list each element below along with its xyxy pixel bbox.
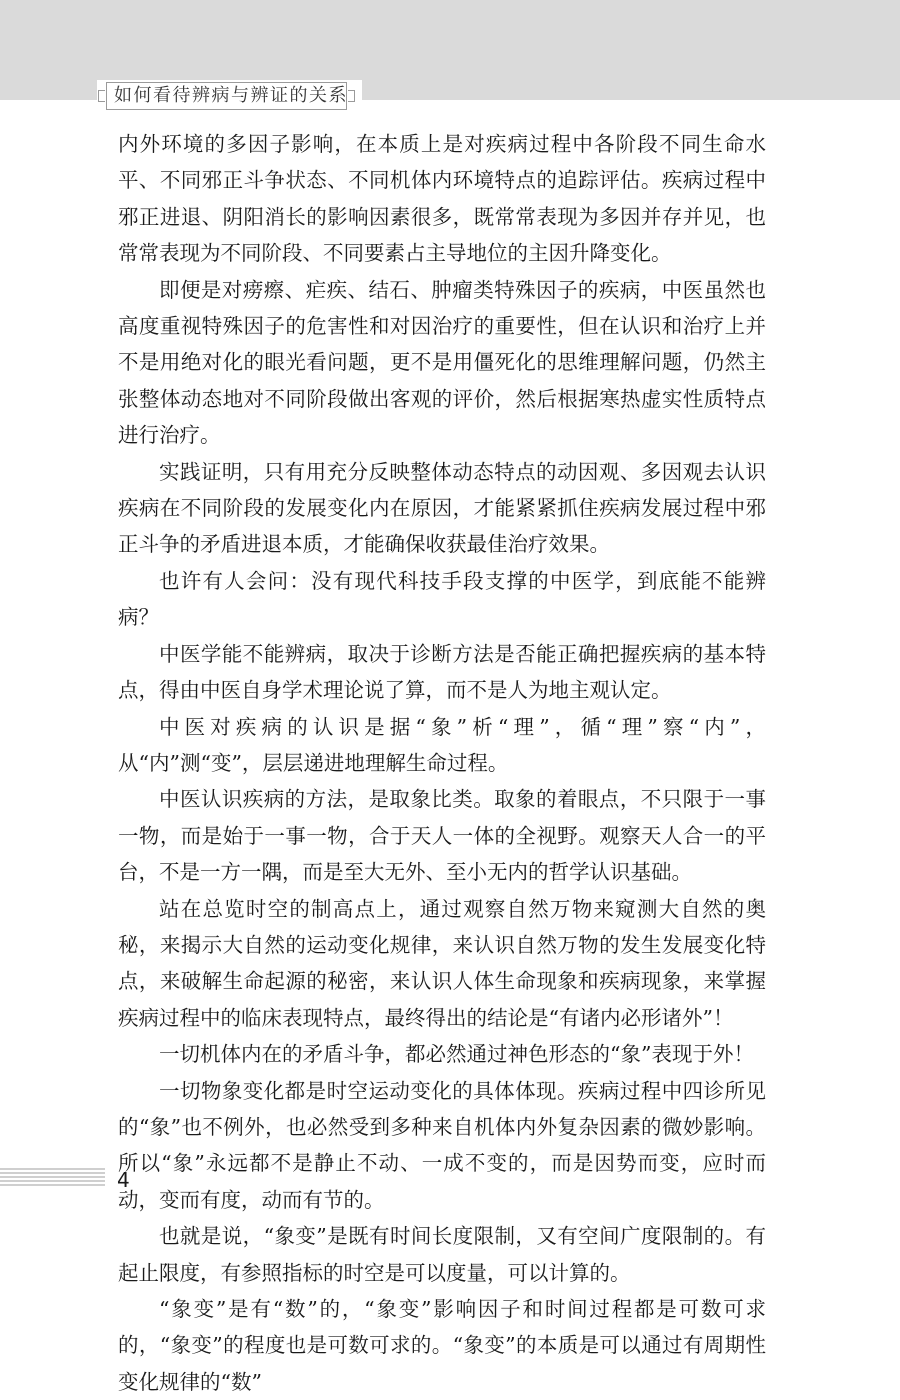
paragraph: 站在总览时空的制高点上，通过观察自然万物来窥测大自然的奥秘，来揭示大自然的运动变化规律，来认识自然万物的发生发展变化特点，来破解生命起源的秘密，来认识人体生命现象和疾病现象，来掌握疾病过程中的临床表现特点，最终得出的结论是“有诸内必形诸外”！ (118, 896, 766, 1030)
paragraph: 中医认识疾病的方法，是取象比类。取象的着眼点，不只限于一事一物，而是始于一事一物，合于天人一体的全视野。观察天人合一的平台，不是一方一隅，而是至大无外、至小无内的哲学认识基础。 (118, 787, 766, 885)
footer-line (0, 1184, 105, 1186)
paragraph: 一切机体内在的矛盾斗争，都必然通过神色形态的“象”表现于外！ (159, 1042, 754, 1067)
paragraph: 即便是对痨瘵、疟疾、结石、肿瘤类特殊因子的疾病，中医虽然也高度重视特殊因子的危害性和对因治疗的重要性，但在认识和治疗上并不是用绝对化的眼光看问题，更不是用僵死化的思维理解问题，仍然主张整体动态地对不同阶段做出客观的评价，然后根据寒热虚实性质特点进行治疗。 (118, 277, 766, 448)
footer-decoration (0, 1168, 105, 1190)
footer-line (0, 1180, 105, 1182)
running-header-title: 如何看待辨病与辨证的关系 (114, 85, 348, 106)
paragraph: 实践证明，只有用充分反映整体动态特点的动因观、多因观去认识疾病在不同阶段的发展变化内在原因，才能紧紧抓住疾病发展过程中邪正斗争的矛盾进退本质，才能确保收获最佳治疗效果。 (118, 459, 766, 557)
footer-line (0, 1172, 105, 1174)
paragraph: “象变”是有“数”的，“象变”影响因子和时间过程都是可数可求的，“象变”的程度也是可数可求的。“象变”的本质是可以通过有周期性变化规律的“数” (118, 1297, 766, 1394)
paragraph: 也许有人会问：没有现代科技手段支撑的中医学，到底能不能辨病？ (118, 568, 766, 630)
footer-line (0, 1176, 105, 1178)
paragraph: 一切物象变化都是时空运动变化的具体体现。疾病过程中四诊所见的“象”也不例外，也必然受到多种来自机体内外复杂因素的微妙影响。所以“象”永远都不是静止不动、一成不变的，而是因势而变，应时而动，变而有度，动而有节的。 (118, 1078, 766, 1212)
paragraph: 中医对疾病的认识是据“象”析“理”，循“理”察“内”，从“内”测“变”，层层递进地理解生命过程。 (118, 714, 766, 775)
body-text (118, 126, 766, 1400)
footer-line (0, 1168, 105, 1170)
page-number: 4 (117, 1168, 130, 1192)
paragraph: 也就是说，“象变”是既有时间长度限制，又有空间广度限制的。有起止限度，有参照指标的时空是可以度量，可以计算的。 (118, 1224, 766, 1285)
paragraph: 中医学能不能辨病，取决于诊断方法是否能正确把握疾病的基本特点，得由中医自身学术理论说了算，而不是人为地主观认定。 (118, 641, 766, 703)
paragraph: 内外环境的多因子影响，在本质上是对疾病过程中各阶段不同生命水平、不同邪正斗争状态、不同机体内环境特点的追踪评估。疾病过程中邪正进退、阴阳消长的影响因素很多，既常常表现为多因并存并见，也常常表现为不同阶段、不同要素占主导地位的主因升降变化。 (118, 132, 766, 266)
